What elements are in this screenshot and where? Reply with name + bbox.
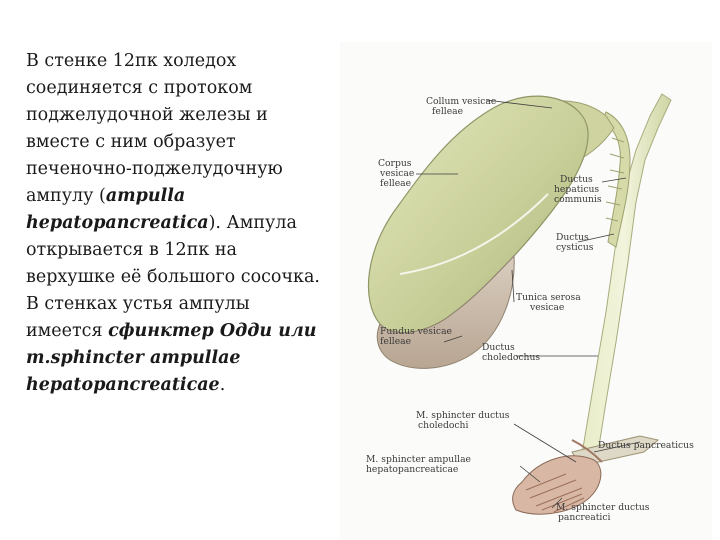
label-sphincter-choledochi-line2: choledochi: [418, 420, 469, 431]
label-fundus-line2: felleae: [380, 336, 412, 347]
latin-term-ampulla: ampulla hepatopancreatica: [26, 186, 209, 233]
label-collum-line2: felleae: [432, 106, 464, 117]
gallbladder-illustration: [340, 42, 712, 540]
label-sphincter-pancreatici-line1: M. sphincter ductus: [556, 502, 650, 513]
label-corpus-line1: Corpus: [378, 158, 412, 169]
label-cysticus-line2: cysticus: [556, 242, 594, 253]
text-part-2: ). Ампула открывается в 12пк на верхушке её большого сосочка. В стенках устья ампулы имеется: [26, 213, 320, 341]
label-sphincter-ampullae-line2: hepatopancreaticae: [366, 464, 459, 475]
anatomy-diagram: [340, 42, 712, 540]
text-part-3: .: [219, 375, 226, 395]
label-corpus-line2: vesicae: [380, 168, 415, 179]
description-text: [26, 48, 326, 399]
sphincter-oddi-term: сфинктер Одди или m.sphincter ampullae hepatopancreaticae: [26, 321, 317, 395]
label-hepaticus-line1: Ductus: [560, 174, 593, 185]
label-choledochus-line2: choledochus: [482, 352, 541, 363]
text-part-1: В стенке 12пк холедох соединяется с протоком поджелудочной железы и вместе с ним образует печеночно-поджелудочную ампулу (: [26, 51, 283, 206]
label-hepaticus-line3: communis: [554, 194, 602, 205]
label-serosa-line2: vesicae: [530, 302, 565, 313]
label-sphincter-ampullae-line1: M. sphincter ampullae: [366, 454, 471, 465]
label-sphincter-choledochi-line1: M. sphincter ductus: [416, 410, 510, 421]
label-collum-line1: Collum vesicae: [426, 96, 497, 107]
label-fundus-line1: Fundus vesicae: [380, 326, 452, 337]
label-hepaticus-line2: hepaticus: [554, 184, 600, 195]
label-corpus-line3: felleae: [380, 178, 412, 189]
label-sphincter-pancreatici-line2: pancreatici: [558, 512, 611, 523]
label-choledochus-line1: Ductus: [482, 342, 515, 353]
label-ductus-pancreaticus: Ductus pancreaticus: [598, 440, 694, 451]
label-serosa-line1: Tunica serosa: [516, 292, 581, 303]
label-cysticus-line1: Ductus: [556, 232, 589, 243]
